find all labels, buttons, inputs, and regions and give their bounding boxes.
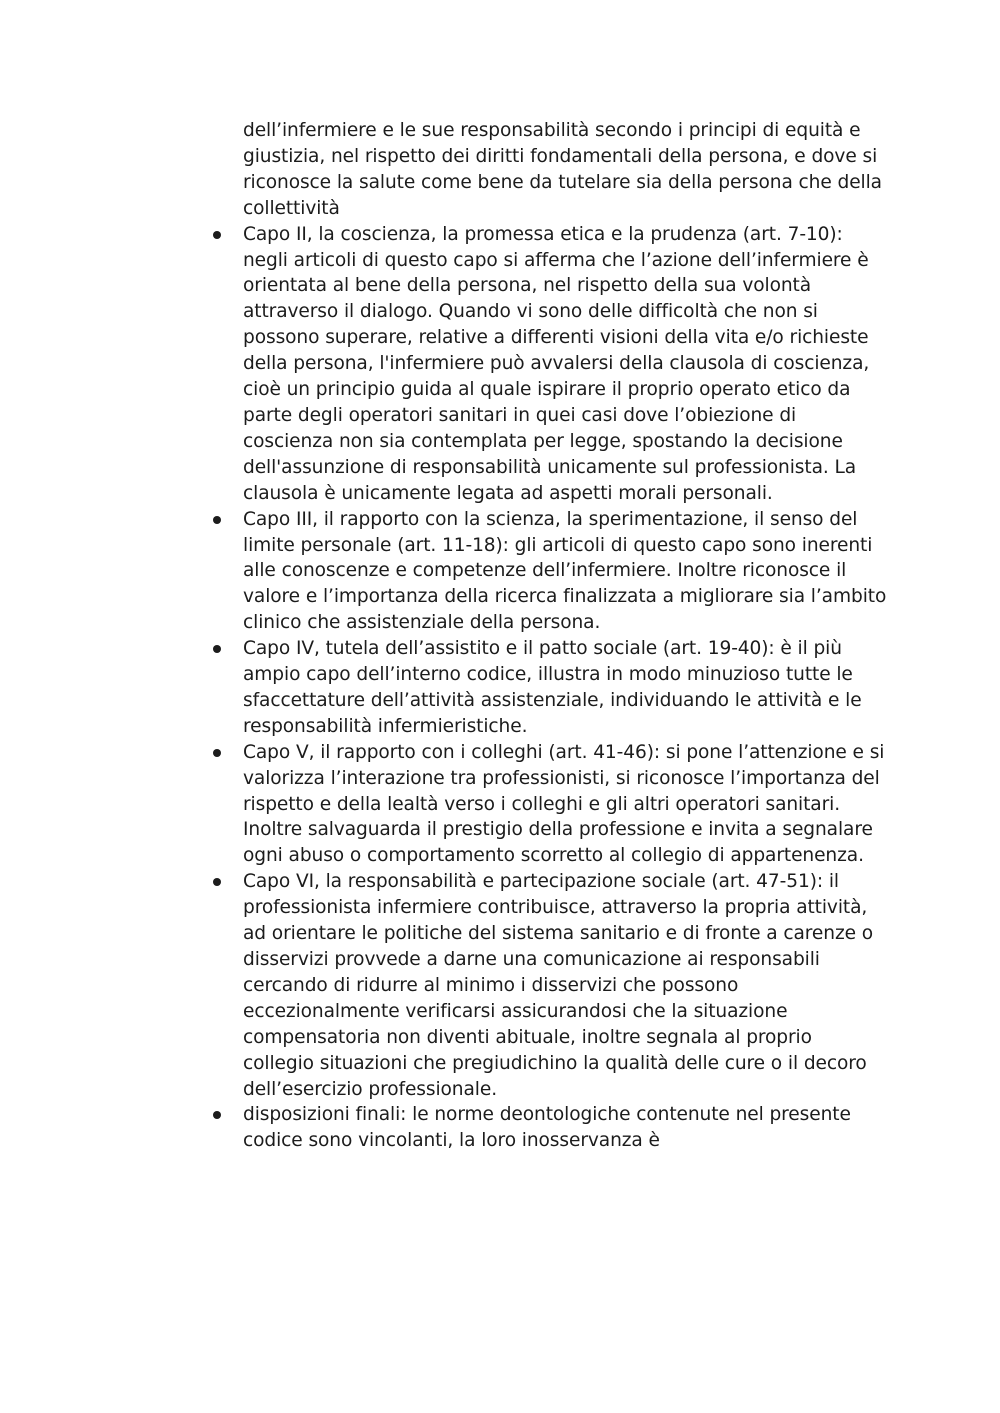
list-item-text: Capo II, la coscienza, la promessa etica e la prudenza (art. 7-10): negli articoli di questo capo si afferma che l’azione dell’infermiere è orientata al bene della persona, nel rispetto della sua volontà attraverso il dialogo. Quando vi sono delle difficoltà che non si possono superare, relative a differenti visioni della vita e/o richieste della persona, l'infermiere può avvalersi della clausola di coscienza, cioè un principio guida al quale ispirare il proprio operato etico da parte degli operatori sanitari in quei casi dove l’obiezione di coscienza non sia contemplata per legge, spostando la decisione dell'assunzione di responsabilità unicamente sul professionista. La clausola è unicamente legata ad aspetti morali personali. xyxy=(243,223,870,504)
list-item-text: Capo VI, la responsabilità e partecipazione sociale (art. 47-51): il professionista infermiere contribuisce, attraverso la propria attività, ad orientare le politiche del sistema sanitario e di fronte a carenze o disservizi provvede a darne una comunicazione ai responsabili cercando di ridurre al minimo i disservizi che possono eccezionalmente verificarsi assicurandosi che la situazione compensatoria non diventi abituale, inoltre segnala al proprio collegio situazioni che pregiudichino la qualità delle cure o il decoro dell’esercizio professionale. xyxy=(243,871,874,1100)
bullet-icon xyxy=(213,231,221,239)
bullet-icon xyxy=(213,645,221,653)
continuation-paragraph: dell’infermiere e le sue responsabilità secondo i principi di equità e giustizia, nel rispetto dei diritti fondamentali della persona, e dove si riconosce la salute come bene da tutelare sia della persona che della collettività xyxy=(243,120,882,219)
page-body xyxy=(243,118,888,1154)
list-item-capo-v xyxy=(243,740,888,870)
chapter-list xyxy=(243,222,888,1155)
bullet-icon xyxy=(213,1111,221,1119)
bullet-icon xyxy=(213,878,221,886)
list-item-capo-iii xyxy=(243,507,888,637)
bullet-icon xyxy=(213,749,221,757)
list-item-capo-iv xyxy=(243,636,888,740)
list-item-capo-ii xyxy=(243,222,888,507)
bullet-icon xyxy=(213,516,221,524)
list-item-text: disposizioni finali: le norme deontologiche contenute nel presente codice sono vincolanti, la loro inosservanza è xyxy=(243,1104,851,1152)
list-item-text: Capo V, il rapporto con i colleghi (art. 41-46): si pone l’attenzione e si valorizza l’interazione tra professionisti, si riconosce l’importanza del rispetto e della lealtà verso i colleghi e gli altri operatori sanitari. Inoltre salvaguarda il prestigio della professione e invita a segnalare ogni abuso o comportamento scorretto al collegio di appartenenza. xyxy=(243,741,885,867)
list-item-disposizioni-finali xyxy=(243,1102,888,1154)
list-item-capo-vi xyxy=(243,869,888,1102)
list-item-text: Capo IV, tutela dell’assistito e il patto sociale (art. 19-40): è il più ampio capo dell’interno codice, illustra in modo minuzioso tutte le sfaccettature dell’attività assistenziale, individuando le attività e le responsabilità infermieristiche. xyxy=(243,638,862,737)
list-item-text: Capo III, il rapporto con la scienza, la sperimentazione, il senso del limite personale (art. 11-18): gli articoli di questo capo sono inerenti alle conoscenze e competenze dell’infermiere. Inoltre riconosce il valore e l’importanza della ricerca finalizzata a migliorare sia l’ambito clinico che assistenziale della persona. xyxy=(243,508,887,634)
